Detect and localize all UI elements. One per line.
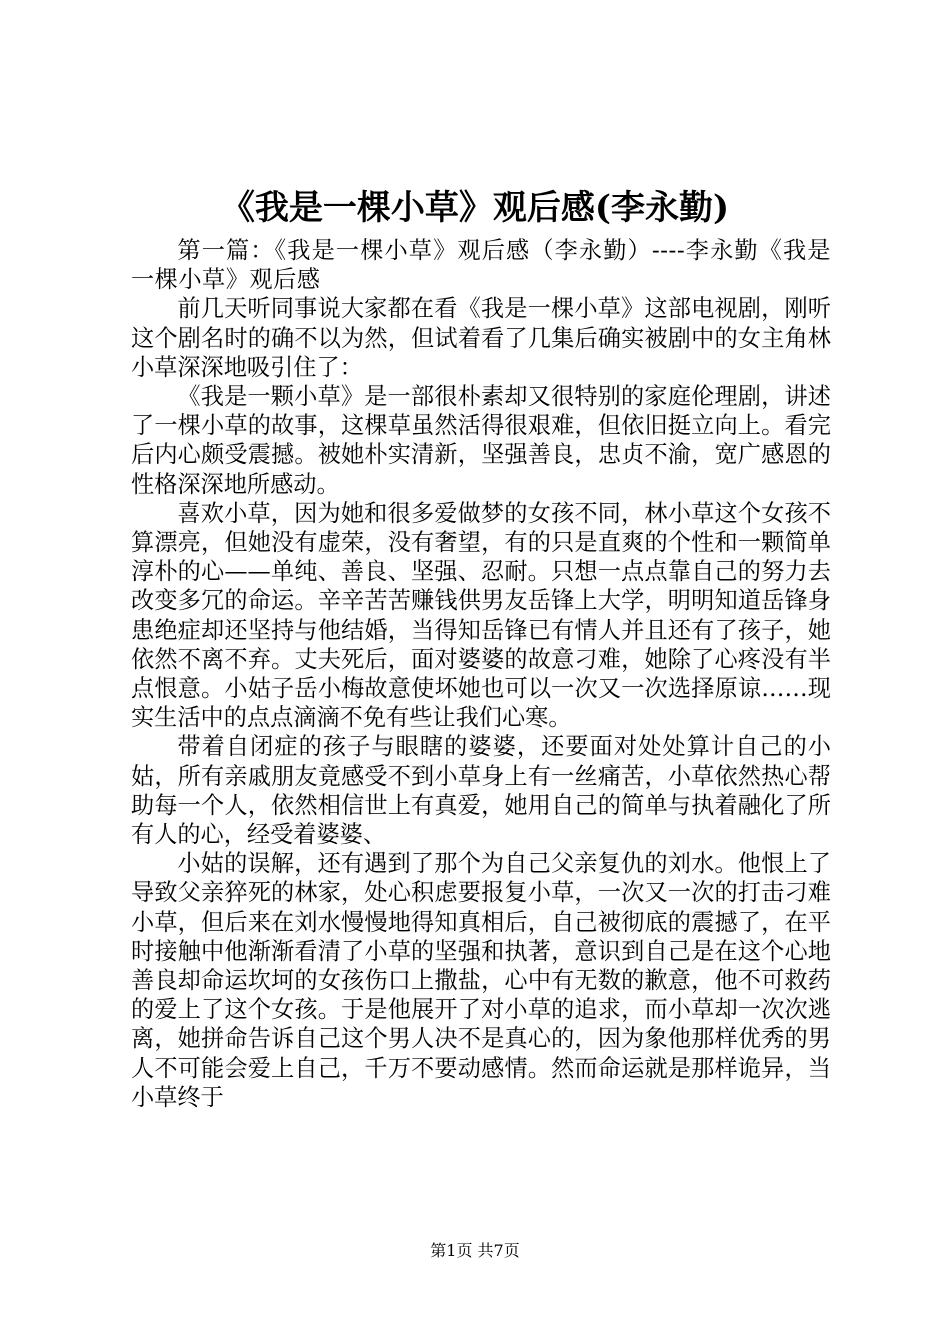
document-body (131, 236, 831, 1112)
page-footer: 第1页 共7页 (430, 1241, 520, 1260)
paragraph-6: 小姑的误解，还有遇到了那个为自己父亲复仇的刘水。他恨上了导致父亲猝死的林家，处心积虑要报复小草，一次又一次的打击刁难小草，但后来在刘水慢慢地得知真相后，自己被彻底的震撼了，在平时接触中他渐渐看清了小草的坚强和执著，意识到自己是在这个心地善良却命运坎坷的女孩伤口上撒盐，心中有无数的歉意，他不可救药的爱上了这个女孩。于是他展开了对小草的追求，而小草却一次次逃离，她拼命告诉自己这个男人决不是真心的，因为象他那样优秀的男人不可能会爱上自己，千万不要动感情。然而命运就是那样诡异，当小草终于 (131, 850, 831, 1111)
document-title: 《我是一棵小草》观后感(李永勤) (220, 188, 730, 228)
paragraph-2: 前几天听同事说大家都在看《我是一棵小草》这部电视剧，刚听这个剧名时的确不以为然，但试着看了几集后确实被剧中的女主角林小草深深地吸引住了： (131, 295, 831, 381)
paragraph-3: 《我是一颗小草》是一部很朴素却又很特别的家庭伦理剧，讲述了一棵小草的故事，这棵草虽然活得很艰难，但依旧挺立向上。看完后内心颇受震撼。被她朴实清新，坚强善良，忠贞不渝，宽广感恩的性格深深地所感动。 (131, 383, 831, 498)
paragraph-5: 带着自闭症的孩子与眼瞎的婆婆，还要面对处处算计自己的小姑，所有亲戚朋友竟感受不到小草身上有一丝痛苦，小草依然热心帮助每一个人，依然相信世上有真爱，她用自己的简单与执着融化了所有人的心，经受着婆婆、 (131, 733, 831, 849)
paragraph-4: 喜欢小草，因为她和很多爱做梦的女孩不同，林小草这个女孩不算漂亮，但她没有虚荣，没有奢望，有的只是直爽的个性和一颗简单淳朴的心——单纯、善良、坚强、忍耐。只想一点点靠自己的努力去改变多冗的命运。辛辛苦苦赚钱供男友岳锋上大学，明明知道岳锋身患绝症却还坚持与他结婚，当得知岳锋已有情人并且还有了孩子，她依然不离不弃。丈夫死后，面对婆婆的故意刁难，她除了心疼没有半点恨意。小姑子岳小梅故意使坏她也可以一次又一次选择原谅……现实生活中的点点滴滴不免有些让我们心寒。 (131, 499, 831, 732)
paragraph-1: 第一篇：《我是一棵小草》观后感（李永勤）----李永勤《我是一棵小草》观后感 (131, 237, 831, 294)
